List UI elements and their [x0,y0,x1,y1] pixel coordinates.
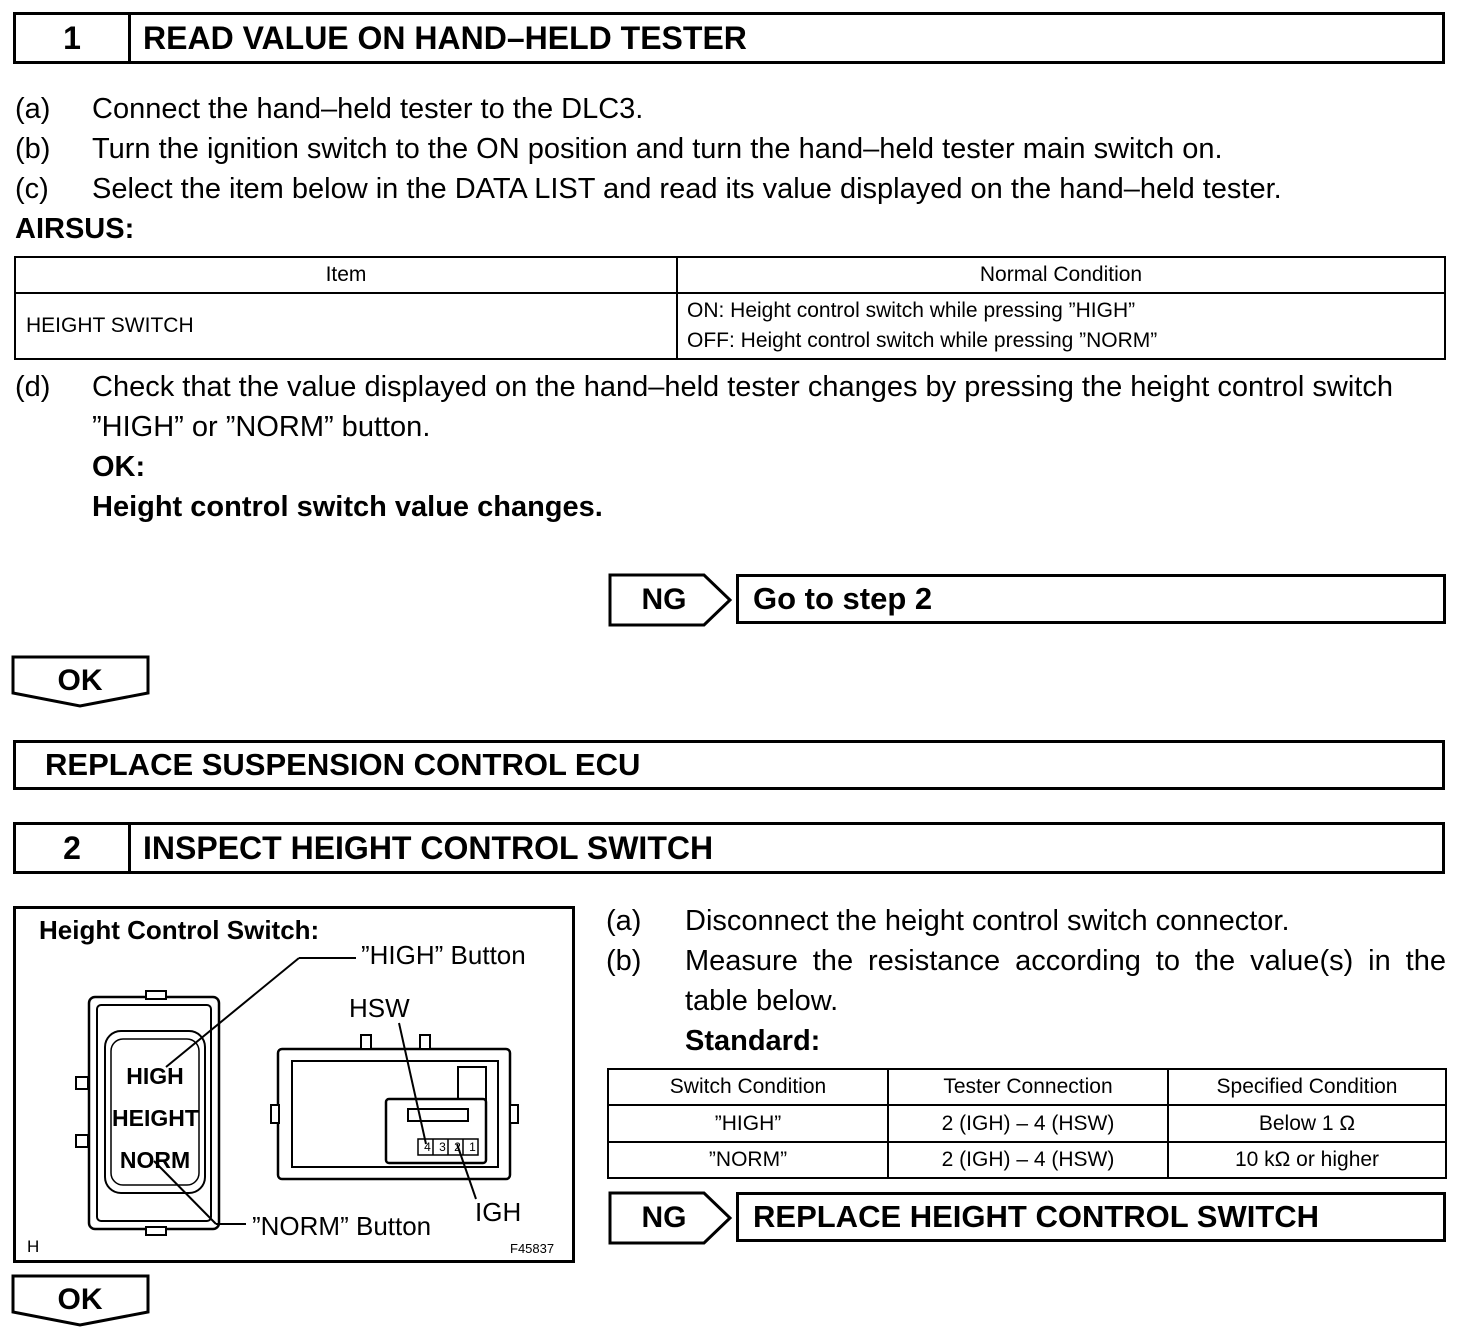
instruction-label: (b) [15,133,51,165]
step-2-header [13,822,1445,874]
instruction-text: Disconnect the height control switch connector. [685,905,1290,937]
instruction-text: Connect the hand–held tester to the DLC3. [92,93,644,125]
instruction-text: Select the item below in the DATA LIST and read its value displayed on the hand–held tester. [92,173,1282,205]
figure-corner-mark: H [27,1237,40,1256]
ok-criteria-label: OK: [92,451,146,483]
instruction-label: (c) [15,173,49,205]
table-header-cell: Tester Connection [888,1069,1168,1105]
instruction-label: (a) [15,93,51,125]
switch-text-height: HEIGHT [112,1105,199,1131]
step-title: INSPECT HEIGHT CONTROL SWITCH [143,830,714,866]
instruction-text: Measure the resistance according to the value(s) in the [685,945,1446,977]
ok-label: OK [57,664,103,697]
igh-label: IGH [475,1197,522,1227]
table-header-row [608,1069,1446,1105]
table-cell-item: HEIGHT SWITCH [15,293,677,359]
table-cell: ”NORM” [608,1142,888,1178]
table-row [608,1142,1446,1178]
step-number: 2 [16,825,131,871]
instruction-label: (b) [606,945,642,977]
instruction-text: Turn the ignition switch to the ON position and turn the hand–held tester main switch on. [92,133,1223,165]
step-1-header [13,12,1445,64]
table-cell: 2 (IGH) – 4 (HSW) [888,1142,1168,1178]
condition-off: OFF: Height control switch while pressing ”NORM” [687,329,1158,352]
condition-on: ON: Height control switch while pressing ”HIGH” [687,299,1136,322]
table-cell: Below 1 Ω [1168,1105,1446,1142]
table-header-cell: Switch Condition [608,1069,888,1105]
table-cell: 2 (IGH) – 4 (HSW) [888,1105,1168,1142]
table-row [608,1105,1446,1142]
figure-code: F45837 [510,1241,555,1256]
figure-title: Height Control Switch: [39,915,320,945]
ok-criteria-text: Height control switch value changes. [92,491,603,523]
pin-label: 1 [469,1140,476,1154]
data-list-table [14,256,1446,360]
switch-text-norm: NORM [119,1147,191,1173]
norm-button-label: ”NORM” Button [252,1211,432,1241]
ng-action-box[interactable]: REPLACE HEIGHT CONTROL SWITCH [736,1192,1446,1242]
switch-text-high: HIGH [126,1063,184,1089]
instruction-label: (d) [15,371,51,403]
pin-label: 4 [424,1140,431,1154]
hsw-label: HSW [349,993,410,1023]
instruction-label: (a) [606,905,642,937]
check-text-line1: Check that the value displayed on the hand–held tester changes by pressing the height control switch [92,371,1393,403]
standard-table [607,1068,1447,1179]
check-text-line2: ”HIGH” or ”NORM” button. [92,411,431,443]
table-header-cell: Specified Condition [1168,1069,1446,1105]
ng-label: NG [641,583,687,616]
high-button-label: ”HIGH” Button [361,940,526,970]
table-cell-condition [677,293,1445,359]
table-header-cell: Normal Condition [677,257,1445,293]
table-row [15,293,1445,359]
standard-label: Standard: [685,1025,821,1057]
ng-action-box[interactable]: Go to step 2 [736,574,1446,624]
step-title: READ VALUE ON HAND–HELD TESTER [143,20,747,56]
table-cell: ”HIGH” [608,1105,888,1142]
table-header-row [15,257,1445,293]
ng-label: NG [641,1201,687,1234]
section-label: AIRSUS: [15,213,135,245]
pin-label: 2 [454,1140,461,1154]
ok-action-box[interactable]: REPLACE SUSPENSION CONTROL ECU [13,740,1445,790]
table-cell: 10 kΩ or higher [1168,1142,1446,1178]
ok-label: OK [57,1283,103,1316]
pin-label: 3 [439,1140,446,1154]
step-number: 1 [16,15,131,61]
instruction-text-cont: table below. [685,985,839,1017]
height-control-switch-figure [13,906,575,1263]
table-header-cell: Item [15,257,677,293]
